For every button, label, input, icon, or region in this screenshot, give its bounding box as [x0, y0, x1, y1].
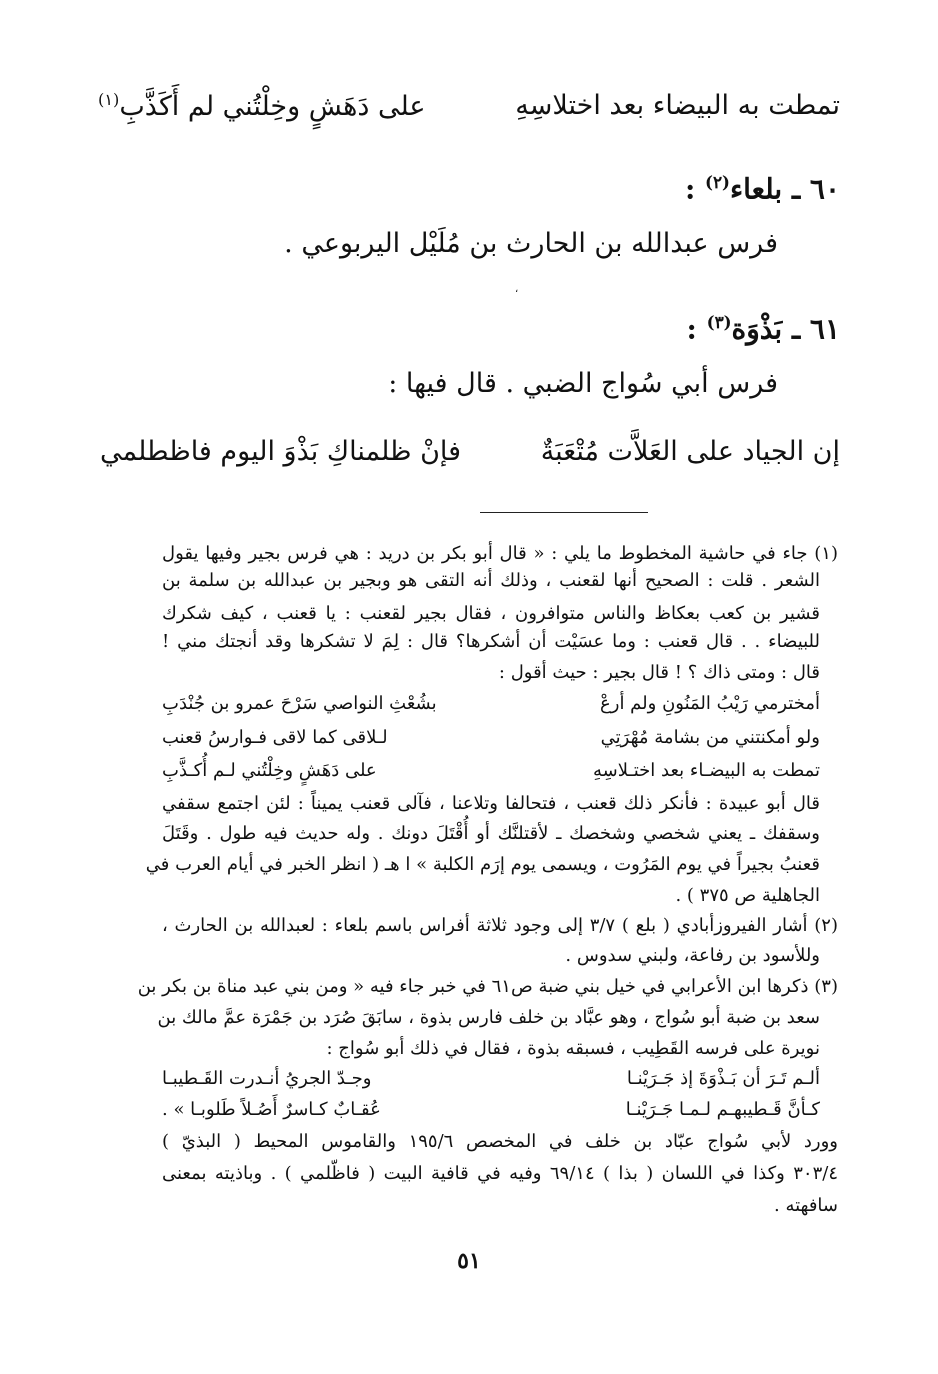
- entry-61-verse-second-hemistich: فإنْ ظلمناكِ بَذْوَ اليوم فاظطلمي: [100, 436, 462, 467]
- footnote-1-verse-2-first: ولو أمكنتني من بشامة مُهْرَتِي: [600, 727, 820, 748]
- footnote-2-line-1: (٢) أشار الفيروزأبادي ( بلع ) ٣/٧ إلى وجود ثلاثة أفراس باسم بلعاء : لعبدالله بن الحارث ،: [162, 915, 838, 936]
- stray-mark: ،: [515, 284, 519, 295]
- footnote-1-line-7: وسقفك ـ يعني شخصي وشخصك ـ لأقتلنَّك أو أُقْتَلَ دونك . وله حديث فيه طول . وقَتَلَ: [162, 823, 820, 844]
- entry-61-verse-first-hemistich: إن الجياد على العَلاَّت مُتْعَبَةٌ: [540, 436, 840, 467]
- footnote-1-verse-2-second: لـلاقى كما لاقى فـوارسُ قعنب: [162, 727, 388, 748]
- footnote-1-line-8: قعنبُ بجيراً في يوم المَرُوت ، ويسمى يوم إرَم الكلبة » ا هـ ( انظر الخبر في أيام العرب في: [145, 854, 820, 875]
- footnote-3-line-4: وورد لأبي سُواج عبّاد بن خلف في المخصص ١٩٥/٦ والقاموس المحيط ( البذيّ ): [162, 1131, 838, 1152]
- footnote-3-verse-1-second: وجـدّ الجريُ أنـدرت القَـطيبـا: [162, 1068, 372, 1089]
- footnote-1-line-6: قال أبو عبيدة : فأنكر ذلك قعنب ، فتحالفا وتلاعنا ، فآلى قعنب يميناً : لئن اجتمع سقفي: [162, 793, 820, 814]
- footnote-ref-2: (٢): [705, 172, 730, 192]
- page-number: ٥١: [457, 1248, 481, 1274]
- footnote-3-line-1: (٣) ذكرها ابن الأعرابي في خيل بني ضبة ص٦١ في خبر جاء فيه « ومن بني عبد مناة بن بكر بن: [137, 976, 838, 997]
- footnote-3-verse-1-first: ألـم تَـرَ أن بَـذْوَةَ إذ جَـرَيْنـا: [626, 1068, 820, 1089]
- footnote-3-line-5: ٣٠٣/٤ وكذا في اللسان ( بذا ) ٦٩/١٤ وفيه في قافية البيت ( فاظّلمي ) . وباذيته بمعنى: [162, 1163, 838, 1184]
- footnote-1-verse-3-second: على دَهَشٍ وخِلْتُني لـم أُكـذَّبِ: [162, 760, 377, 781]
- entry-61-heading: ٦١ ـ بَذْوَة$^{(٣)}$ :: [686, 312, 840, 346]
- footnote-3-verse-2-second: عُقـابٌ كـاسرٌ أَصُـلاً طَلوبـا » .: [162, 1099, 381, 1120]
- footnote-1-line-2: الشعر . قلت : الصحيح أنها لقعنب ، وذلك أنه التقى هو وبجير بن عبدالله بن سلمة بن: [162, 570, 820, 591]
- opening-verse-first-hemistich: تمطت به البيضاء بعد اختلاسِهِ: [515, 90, 840, 121]
- footnote-ref-3: (٣): [706, 312, 732, 332]
- footnote-1-line-9: الجاهلية ص ٣٧٥ ) .: [675, 885, 820, 906]
- footnote-3-line-3: نويرة على فرسه القَطِيب ، فسبقه بذوة ، فقال في ذلك أبو سُواج :: [326, 1038, 820, 1059]
- footnote-separator: [480, 512, 648, 513]
- footnote-3-line-2: سعد بن ضبة أبو سُواج ، وهو عبَّاد بن خلف فارس بذوة ، سابَقَ صُرَد بن جَمْرَة عمَّ مالك بن: [157, 1007, 820, 1028]
- footnote-1-line-4: للبيضاء . . قال قعنب : وما عسَيْت أن أشكرها؟ قال : لِمَ لا تشكرها وقد أنجتك مني !: [162, 631, 820, 652]
- footnote-1-line-1: (١) جاء في حاشية المخطوط ما يلي : « قال أبو بكر بن دريد : هي فرس بجير وفيها يقول: [162, 543, 838, 564]
- footnote-1-line-5: قال : ومتى ذاك ؟ ! قال بجير : حيث أقول :: [498, 662, 820, 683]
- footnote-3-verse-2-first: كـأنَّ قَـطيبهـم لـمـا جَـرَيْنـا: [625, 1099, 820, 1120]
- footnote-1-verse-1-first: أمخترمي رَيْبُ المَنُونِ ولم أرعْ: [600, 693, 820, 714]
- footnote-1-line-3: قشير بن كعب بعكاظ والناس متوافرون ، فقال بجير لقعنب : يا قعنب ، كيف شكرك: [162, 603, 820, 624]
- footnote-3-line-6: سافهته .: [774, 1195, 838, 1216]
- entry-60-heading: ٦٠ ـ بلعاء$^{(٢)}$ :: [684, 172, 840, 206]
- footnote-ref-1: (١): [98, 90, 120, 109]
- entry-61-description: فرس أبي سُواج الضبي . قال فيها :: [388, 368, 778, 399]
- footnote-1-verse-3-first: تمطت به البيضـاء بعد اختـلاسِهِ: [592, 760, 820, 781]
- entry-60-description: فرس عبدالله بن الحارث بن مُلَيْل اليربوعي .: [284, 228, 778, 259]
- opening-verse-second-hemistich: على دَهَشٍ وخِلْتُني لم أَكَذَّبِ$^{(١)}$: [98, 90, 426, 122]
- footnote-2-line-2: وللأسود بن رفاعة، ولبني سدوس .: [565, 945, 820, 966]
- footnote-1-verse-1-second: بشُعْثِ النواصي سَرْحَ عمرو بن جُنْدَبِ: [162, 693, 437, 714]
